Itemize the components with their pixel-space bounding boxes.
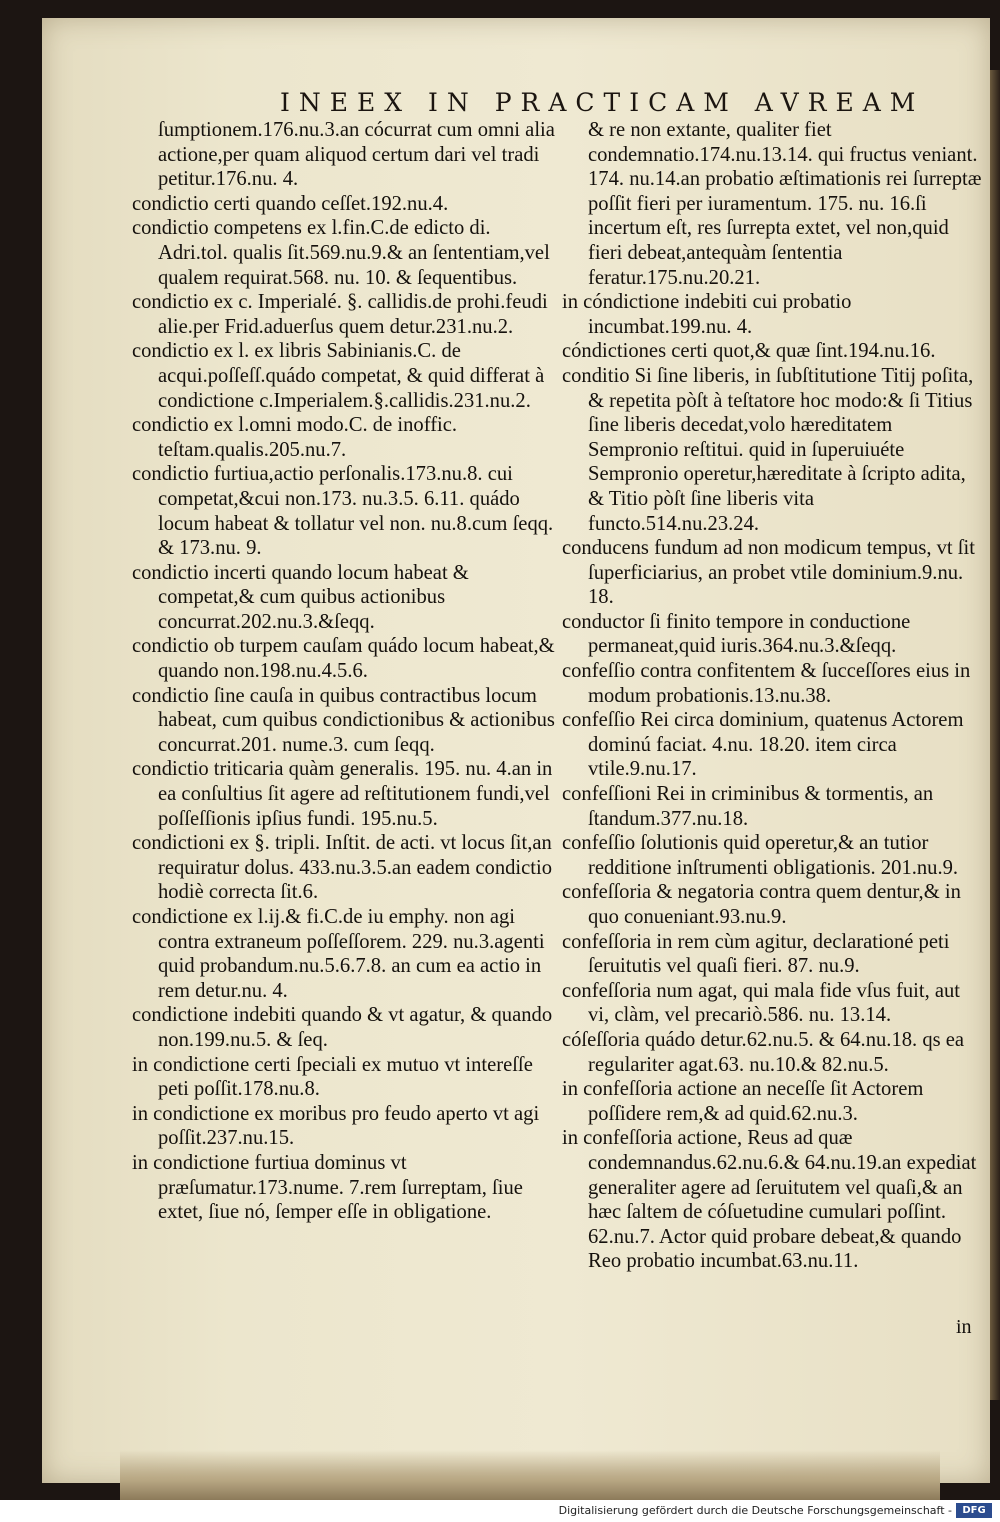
index-entry: conductor ſi finito tempore in conductione permaneat,quid iuris.364.nu.3.&ſeqq. bbox=[562, 610, 911, 658]
index-entry: confeſſoria num agat, qui mala fide vſus fuit, aut vi, clàm, vel precariò.586. nu. 13.14. bbox=[562, 979, 961, 1027]
index-entry: cóndictiones certi quot,& quæ ſint.194.nu.16. bbox=[562, 340, 936, 363]
index-entry: in condictione ex moribus pro feudo aperto vt agi poſſit.237.nu.15. bbox=[132, 1102, 540, 1150]
index-entry: condictio ex c. Imperialé. §. callidis.de prohi.feudi alie.per Frid.aduerſus quem detur.231.nu.2. bbox=[132, 291, 548, 338]
index-entry: confeſſoria & negatoria contra quem dentur,& in quo conueniant.93.nu.9. bbox=[562, 881, 961, 928]
index-entry: confeſſioni Rei in criminibus & tormentis, an ſtandum.377.nu.18. bbox=[562, 783, 934, 830]
index-entry: conditio Si ſine liberis, in ſubſtitutione Titij poſita, & repetita pòſt à teſtatore hoc modo:& ſi Titius ſine liberis decedat,volo hæreditatem Sempronio reſtitui. quid in ſuperuiuéte Sempronio operetur,hæreditate à ſcripto adita, & Titio pòſt ſine liberis vita functo.514.nu.23.24. bbox=[562, 364, 974, 535]
index-entry: in confeſſoria actione, Reus ad quæ condemnandus.62.nu.6.& 64.nu.19.an expediat generaliter agere ad ſeruitutem vel quaſi,& an hæc ſaltem de cóſuetudine cumulari poſſint. 62.nu.7. Actor quid probare debeat,& quando Reo probatio incumbat.63.nu.11. bbox=[562, 1127, 977, 1273]
catchword: in bbox=[956, 1316, 972, 1338]
index-entry: condictio ex l. ex libris Sabinianis.C. de acqui.poſſeſſ.quádo competat, & quid differat à condictione c.Imperialem.§.callidis.231.nu.2. bbox=[132, 340, 545, 412]
index-entry: condictione indebiti quando & vt agatur, & quando non.199.nu.5. & ſeq. bbox=[132, 1004, 553, 1051]
index-entry: condictio incerti quando locum habeat & competat,& cum quibus actionibus concurrat.202.nu.3.&ſeqq. bbox=[132, 561, 469, 633]
digitization-footer bbox=[0, 1500, 1000, 1522]
index-entry: condictio triticaria quàm generalis. 195. nu. 4.an in ea conſultius ſit agere ad reſtitutionem fundi,vel poſſeſſionis ipſius fundi. 195.nu.5. bbox=[132, 758, 553, 830]
index-entry: in condictione furtiua dominus vt præſumatur.173.nume. 7.rem ſurreptam, ſiue extet, ſiue nó, ſemper eſſe in obligatione. bbox=[132, 1151, 523, 1224]
page-bottom-edge bbox=[120, 1450, 940, 1500]
index-entry: condictio ſine cauſa in quibus contractibus locum habeat, cum quibus condictionibus & actionibus concurrat.201. nume.3. cum ſeqq. bbox=[132, 684, 555, 756]
index-entry: condictione ex l.ij.& fi.C.de iu emphy. non agi contra extraneum poſſeſſorem. 229. nu.3.agenti quid probandum.nu.5.6.7.8. an cum ea actio in rem detur.nu. 4. bbox=[132, 906, 545, 1002]
index-entry: condictio ex l.omni modo.C. de inoffic. teſtam.qualis.205.nu.7. bbox=[132, 414, 458, 461]
index-entry: in cóndictione indebiti cui probatio incumbat.199.nu. 4. bbox=[562, 291, 852, 338]
index-entry: confeſſoria in rem cùm agitur, declarationé peti ſeruitutis vel quaſi fieri. 87. nu.9. bbox=[562, 930, 950, 978]
index-entry: in condictione certi ſpeciali ex mutuo vt intereſſe peti poſſit.178.nu.8. bbox=[132, 1053, 533, 1101]
index-column-right bbox=[562, 118, 982, 1274]
index-entry: confeſſio ſolutionis quid operetur,& an tutior redditione inſtrumenti obligationis. 201.nu.9. bbox=[562, 832, 959, 879]
index-entry: conducens fundum ad non modicum tempus, vt ſit ſuperficiarius, an probet vtile dominium.9.nu. 18. bbox=[562, 537, 975, 609]
index-entry: condictio ob turpem cauſam quádo locum habeat,& quando non.198.nu.4.5.6. bbox=[132, 635, 555, 683]
index-entry: confeſſio Rei circa dominium, quatenus Actorem dominú faciat. 4.nu. 18.20. item circa vtile.9.nu.17. bbox=[562, 709, 964, 781]
index-entry: condictio competens ex l.fin.C.de edicto di. Adri.tol. qualis ſit.569.nu.9.& an ſententiam,vel qualem requirat.568. nu. 10. & ſequentibus. bbox=[132, 217, 550, 289]
index-entry: confeſſio contra confitentem & ſucceſſores eius in modum probationis.13.nu.38. bbox=[562, 660, 971, 707]
index-entry: condictio certi quando ceſſet.192.nu.4. bbox=[132, 192, 449, 215]
footer-credit: Digitalisierung gefördert durch die Deutsche Forschungsgemeinschaft - bbox=[558, 1504, 952, 1517]
index-entry: condictioni ex §. tripli. Inſtit. de acti. vt locus ſit,an requiratur dolus. 433.nu.3.5.an eadem condictio hodiè correcta ſit.6. bbox=[132, 832, 553, 904]
running-header: INEEX IN PRACTICAM AVREAM bbox=[280, 88, 925, 117]
dfg-logo: DFG bbox=[956, 1503, 992, 1518]
index-entry: condictio furtiua,actio perſonalis.173.nu.8. cui competat,&cui non.173. nu.3.5. 6.11. quádo locum habeat & tollatur vel non. nu.8.cum ſeqq. & 173.nu. 9. bbox=[132, 463, 554, 560]
index-entry: in confeſſoria actione an neceſſe ſit Actorem poſſidere rem,& ad quid.62.nu.3. bbox=[562, 1078, 924, 1125]
index-entry: & re non extante, qualiter fiet condemnatio.174.nu.13.14. qui fructus veniant. 174. nu.14.an probatio æſtimationis rei ſurreptæ poſſit fieri per iuramentum. 175. nu. 16.ſi incertum eſt, res ſurrepta extet, vel non,quid fieri debeat,antequàm ſententia feratur.175.nu.20.21. bbox=[588, 119, 982, 289]
index-entry: ſumptionem.176.nu.3.an cócurrat cum omni alia actione,per quam aliquod certum dari vel tradi petitur.176.nu. 4. bbox=[158, 119, 555, 191]
index-column-left bbox=[132, 118, 562, 1225]
index-entry: cóſeſſoria quádo detur.62.nu.5. & 64.nu.18. qs ea regulariter agat.63. nu.10.& 82.nu.5. bbox=[562, 1028, 965, 1076]
